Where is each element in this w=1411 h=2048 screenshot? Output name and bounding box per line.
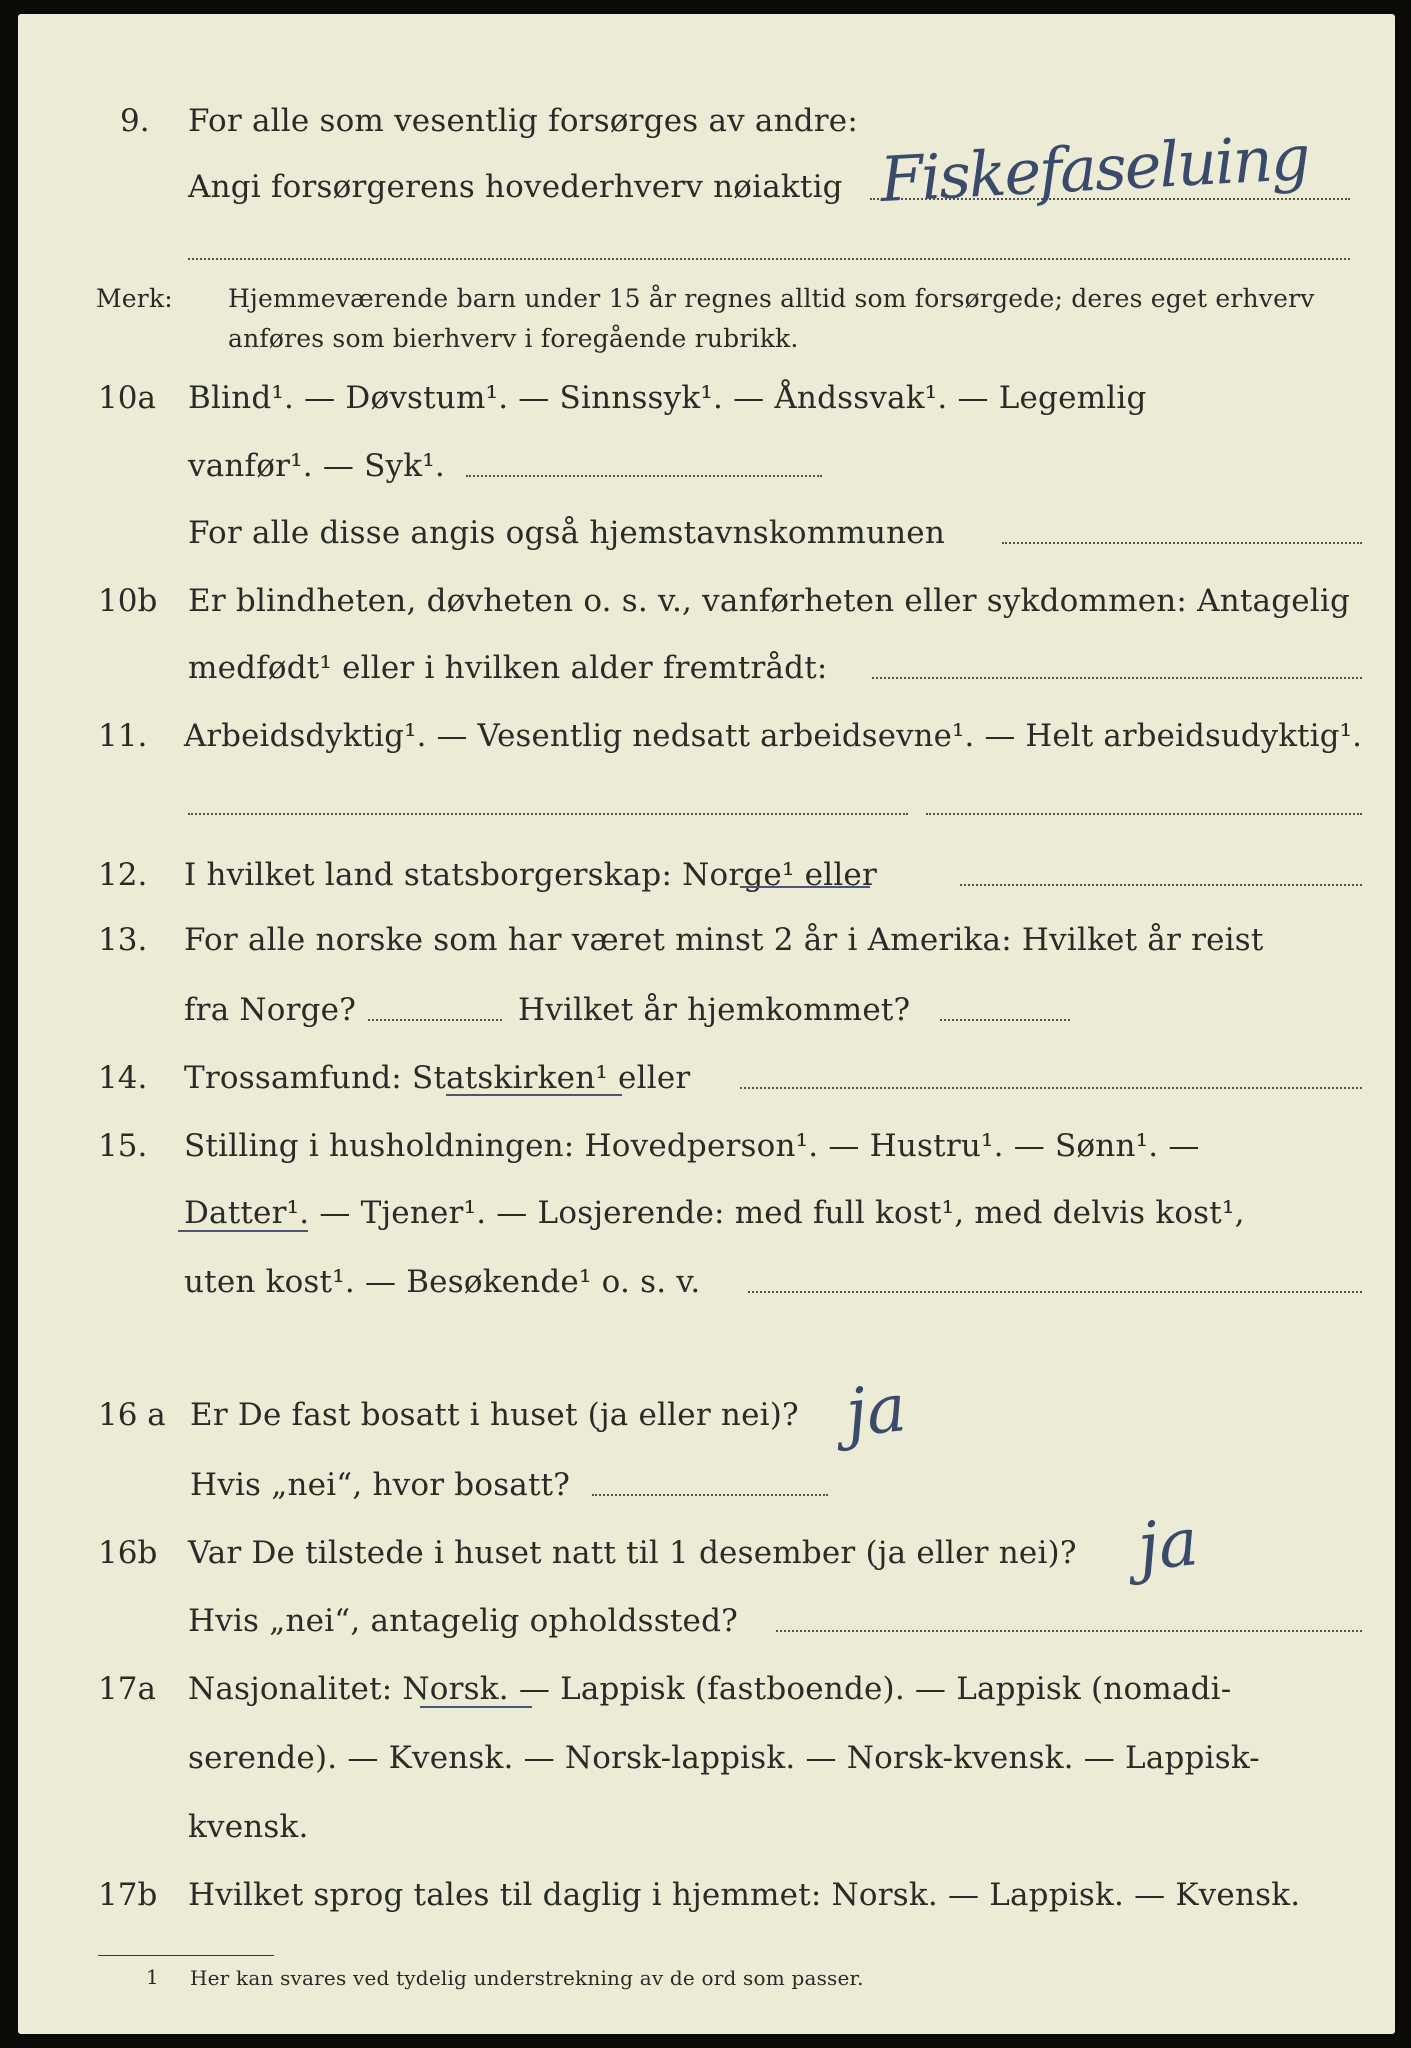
q10a-syk-line — [466, 475, 822, 477]
q10a-number: 10a — [98, 380, 156, 416]
q16b-handwritten-answer: ja — [1134, 1503, 1202, 1586]
q11-extra-line-1 — [188, 813, 908, 815]
q16a-line1: Er De fast bosatt i huset (ja eller nei)? — [190, 1397, 799, 1433]
q10b-answer-line — [872, 677, 1362, 679]
q17a-number: 17a — [98, 1671, 156, 1707]
q15-line1: Stilling i husholdningen: Hovedperson¹. — Hustru¹. — Sønn¹. — — [184, 1128, 1200, 1164]
q16b-line2: Hvis „nei“, antagelig opholdssted? — [188, 1603, 738, 1639]
q16a-number: 16 a — [98, 1397, 166, 1433]
q13-line2a: fra Norge? — [184, 992, 357, 1028]
q14-number: 14. — [98, 1060, 148, 1096]
q16b-line1: Var De tilstede i huset natt til 1 desember (ja eller nei)? — [188, 1535, 1077, 1571]
q17b-number: 17b — [98, 1877, 158, 1913]
q16b-answer-line — [776, 1630, 1362, 1632]
footnote-rule — [98, 1955, 274, 1956]
q15-number: 15. — [98, 1128, 148, 1164]
q17a-line2: serende). — Kvensk. — Norsk-lappisk. — Norsk-kvensk. — Lappisk- — [188, 1740, 1260, 1776]
q10b-line1: Er blindheten, døvheten o. s. v., vanførheten eller sykdommen: Antagelig — [188, 583, 1351, 619]
merk-line1: Hjemmeværende barn under 15 år regnes alltid som forsørgede; deres eget erhverv — [228, 284, 1315, 313]
q10a-line2: vanfør¹. — Syk¹. — [188, 448, 445, 484]
q13-reist-line — [368, 1019, 502, 1021]
q15-line3: uten kost¹. — Besøkende¹ o. s. v. — [184, 1264, 701, 1300]
footnote-text: Her kan svares ved tydelig understrekning av de ord som passer. — [190, 1966, 864, 1990]
q17a-norsk-underline — [420, 1706, 532, 1708]
q10b-number: 10b — [98, 583, 158, 619]
q12-norge-underline — [740, 886, 870, 888]
q17a-line1: Nasjonalitet: Norsk. — Lappisk (fastboende). — Lappisk (nomadi- — [188, 1671, 1232, 1707]
merk-line2: anføres som bierhverv i foregående rubrikk. — [228, 324, 799, 353]
q17b-line1: Hvilket sprog tales til daglig i hjemmet: Norsk. — Lappisk. — Kvensk. — [188, 1877, 1301, 1913]
q14-statskirken-underline — [446, 1094, 622, 1096]
q15-line2: Datter¹. — Tjener¹. — Losjerende: med full kost¹, med delvis kost¹, — [184, 1195, 1245, 1231]
q17a-line3: kvensk. — [188, 1809, 309, 1845]
q15-datter-underline — [178, 1230, 308, 1232]
q11-number: 11. — [98, 718, 148, 754]
q10a-kommune-line — [1002, 542, 1362, 544]
q13-line1: For alle norske som har været minst 2 år i Amerika: Hvilket år reist — [184, 922, 1264, 958]
q10a-line3: For alle disse angis også hjemstavnskommunen — [188, 515, 945, 551]
q11-extra-line-2 — [926, 813, 1362, 815]
q12-number: 12. — [98, 857, 148, 893]
q15-answer-line — [748, 1291, 1362, 1293]
q16a-handwritten-answer: ja — [842, 1369, 910, 1452]
q16a-answer-line — [592, 1494, 828, 1496]
q9-extra-line — [188, 258, 1350, 260]
q16a-line2: Hvis „nei“, hvor bosatt? — [190, 1467, 571, 1503]
q10a-line1: Blind¹. — Døvstum¹. — Sinnssyk¹. — Åndssvak¹. — Legemlig — [188, 380, 1147, 416]
q12-line1: I hvilket land statsborgerskap: Norge¹ eller — [184, 857, 877, 893]
merk-label: Merk: — [96, 284, 173, 313]
q12-answer-line — [960, 884, 1362, 886]
q9-line1: For alle som vesentlig forsørges av andre: — [188, 103, 858, 139]
q13-line2b: Hvilket år hjemkommet? — [518, 992, 911, 1028]
q10b-line2: medfødt¹ eller i hvilken alder fremtrådt: — [188, 650, 828, 686]
footnote-mark: 1 — [146, 1965, 159, 1989]
q14-line1: Trossamfund: Statskirken¹ eller — [184, 1060, 691, 1096]
q16b-number: 16b — [98, 1535, 158, 1571]
q11-line1: Arbeidsdyktig¹. — Vesentlig nedsatt arbeidsevne¹. — Helt arbeidsudyktig¹. — [184, 718, 1363, 754]
q14-answer-line — [740, 1087, 1362, 1089]
q9-handwritten-answer: Fiskefaseluing — [878, 120, 1311, 217]
q13-number: 13. — [98, 922, 148, 958]
q9-line2: Angi forsørgerens hovederhverv nøiaktig — [188, 169, 843, 205]
q13-hjemkommet-line — [940, 1019, 1070, 1021]
q9-number: 9. — [120, 103, 150, 139]
